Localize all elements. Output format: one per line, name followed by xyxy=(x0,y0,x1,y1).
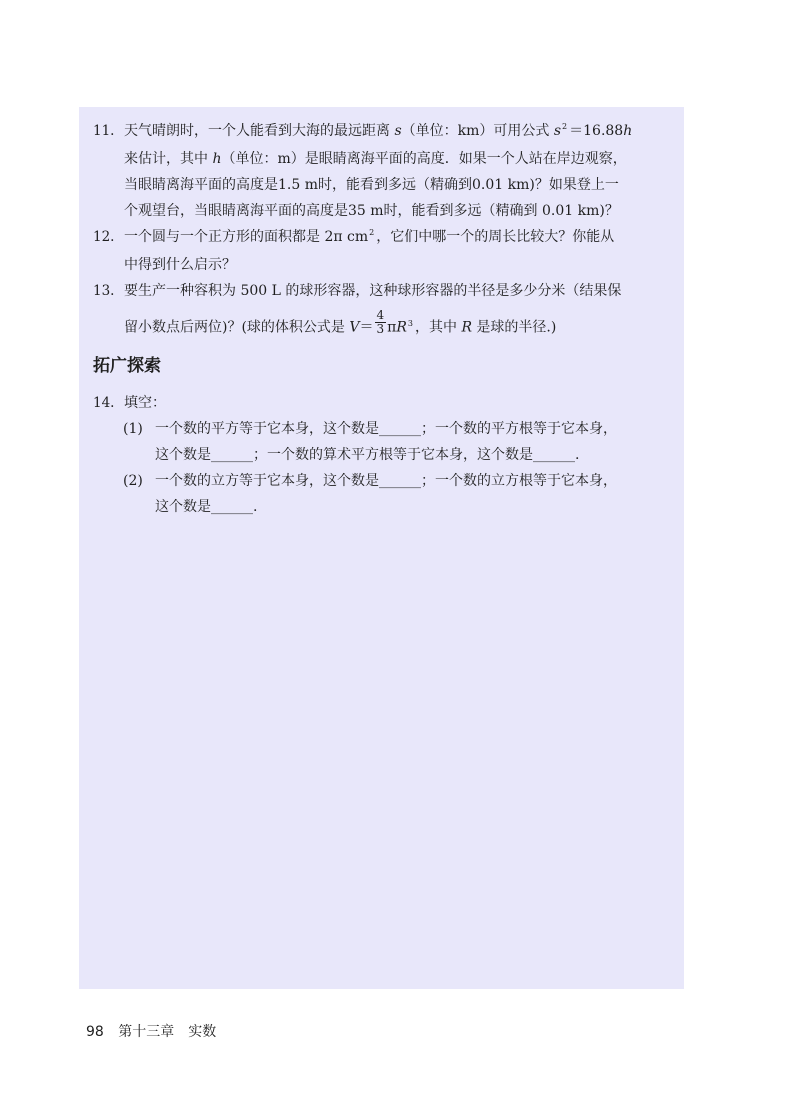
problem-text-line xyxy=(124,224,678,252)
equals-sign: ＝ xyxy=(359,319,374,336)
subproblem-text-line: 一个数的立方等于它本身，这个数是______；一个数的立方根等于它本身， xyxy=(155,473,617,489)
text-run: ，其中 xyxy=(414,319,462,336)
fraction-denominator: 3 xyxy=(376,322,385,336)
text-run: （单位：m）是眼睛离海平面的高度．如果一个人站在岸边观察， xyxy=(221,151,627,167)
variable-s: s xyxy=(553,123,562,139)
superscript: 2 xyxy=(562,122,568,131)
problem-14 xyxy=(93,390,678,416)
superscript: 2 xyxy=(369,228,375,237)
subproblem-number: (1) xyxy=(123,421,143,437)
problem-text-line xyxy=(124,118,678,146)
subproblem-2 xyxy=(93,468,678,520)
fraction xyxy=(375,309,387,336)
problem-13 xyxy=(93,278,678,341)
problem-number: 13. xyxy=(93,283,115,299)
text-run: 来估计，其中 xyxy=(124,151,213,167)
problem-number: 11. xyxy=(93,123,115,139)
page-footer xyxy=(86,1023,216,1041)
text-run: 一个圆与一个正方形的面积都是 2π cm xyxy=(124,229,369,245)
problem-text-line: 当眼睛离海平面的高度是1.5 m时，能看到多远（精确到0.01 km)？如果登上一 xyxy=(124,177,619,193)
variable-r: R xyxy=(396,319,407,336)
fraction-numerator: 4 xyxy=(376,308,385,322)
subproblem-text-line: 这个数是______. xyxy=(155,499,258,515)
text-run: ，它们中哪一个的周长比较大？你能从 xyxy=(376,229,615,245)
subproblem-number: (2) xyxy=(123,473,143,489)
section-heading: 拓广探索 xyxy=(93,356,161,376)
subproblem-1 xyxy=(93,416,678,468)
problem-11 xyxy=(93,118,678,224)
exercise-content xyxy=(93,118,678,520)
variable-v: V xyxy=(349,319,360,336)
variable-h: h xyxy=(623,123,633,139)
problem-number: 12. xyxy=(93,229,115,245)
problem-text-line-with-formula xyxy=(124,308,678,341)
page-number: 98 xyxy=(86,1024,104,1040)
text-run: ＝16.88 xyxy=(569,123,624,139)
text-run: 天气晴朗时，一个人能看到大海的最远距离 xyxy=(124,123,395,139)
problem-text-line: 个观望台，当眼睛离海平面的高度是35 m时，能看到多远（精确到 0.01 km)？ xyxy=(124,203,619,219)
subproblem-text-line: 一个数的平方等于它本身，这个数是______；一个数的平方根等于它本身， xyxy=(155,421,617,437)
variable-s: s xyxy=(394,123,402,139)
chapter-title: 第十三章 实数 xyxy=(118,1024,217,1040)
problem-12 xyxy=(93,224,678,278)
problem-text-line xyxy=(124,146,678,172)
problem-title: 填空： xyxy=(124,395,166,411)
subproblem-text-line: 这个数是______；一个数的算术平方根等于它本身，这个数是______. xyxy=(155,447,580,463)
problem-text-line: 中得到什么启示？ xyxy=(124,257,236,273)
variable-h: h xyxy=(212,151,222,167)
problem-number: 14. xyxy=(93,395,115,411)
text-run: 是球的半径.) xyxy=(471,319,557,336)
pi-symbol: π xyxy=(387,319,397,336)
text-run: 留小数点后两位)？(球的体积公式是 xyxy=(124,319,350,336)
problem-text-line: 要生产一种容积为 500 L 的球形容器，这种球形容器的半径是多少分米（结果保 xyxy=(124,283,622,299)
superscript: 3 xyxy=(407,318,413,328)
text-run: （单位：km）可用公式 xyxy=(401,123,554,139)
variable-r: R xyxy=(461,319,472,336)
